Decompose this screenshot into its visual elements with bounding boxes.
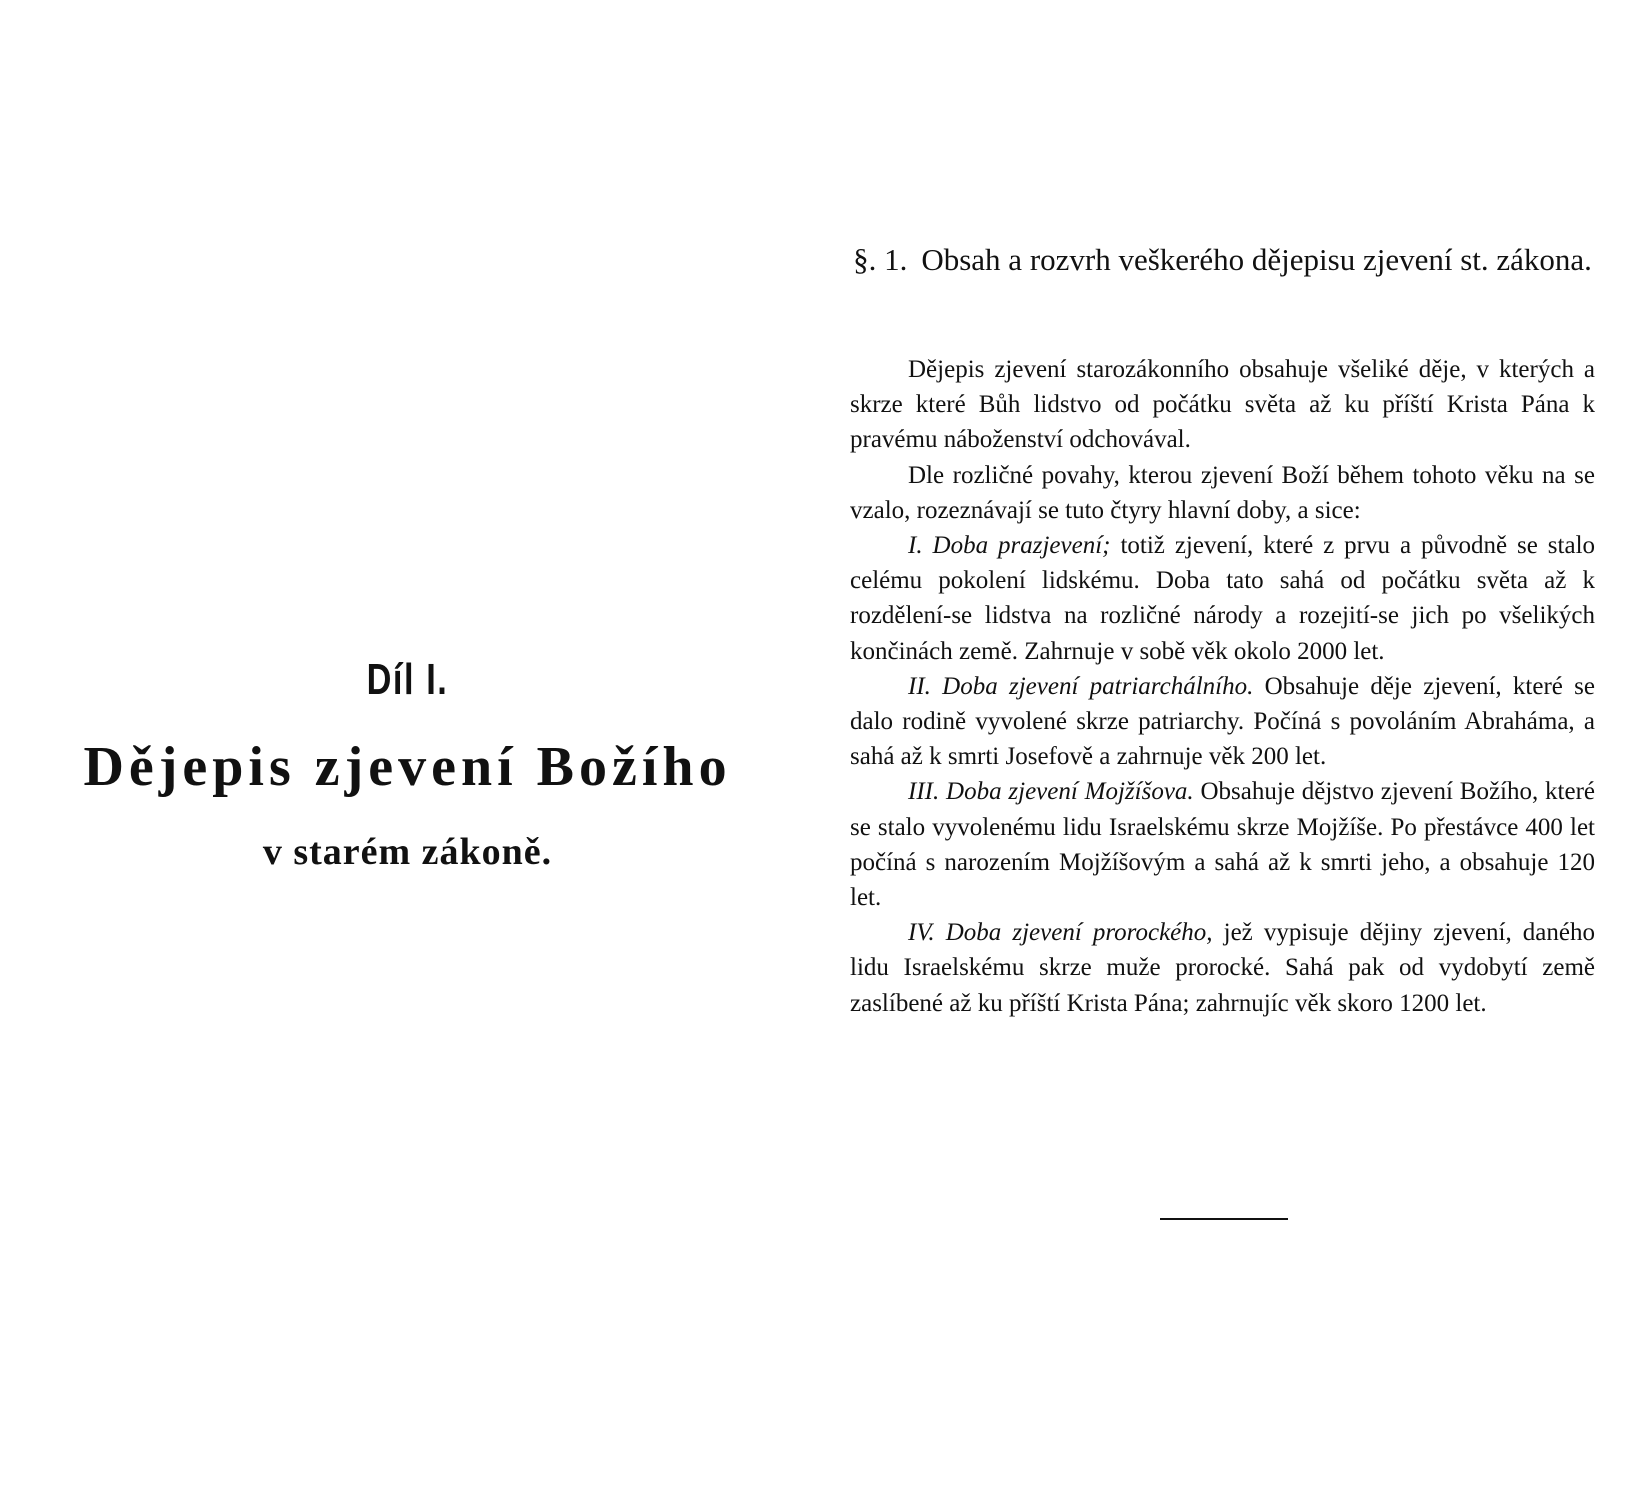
period-heading: I. Doba prazjevení;: [908, 532, 1111, 560]
section-title: Obsah a rozvrh veškerého dějepisu zjevení st. zákona.: [921, 242, 1592, 277]
section-end-rule: [1160, 1218, 1288, 1220]
period-paragraph-3: [850, 774, 1595, 915]
period-paragraph-4: [850, 915, 1595, 1021]
period-heading: III. Doba zjevení Mojžíšova.: [908, 778, 1194, 806]
period-heading: IV. Doba zjevení prorockého,: [908, 919, 1213, 947]
period-text: Obsahuje děje zjevení, které se dalo rodině vyvolené skrze patriarchy. Počíná s povoláním Abraháma, a sahá až k smrti Josefově a zahrnuje věk 200 let.: [850, 672, 1595, 771]
period-text: Obsahuje dějstvo zjevení Božího, které se stalo vyvolenému lidu Israelskému skrze Mojžíše. Po přestávce 400 let počíná s narozením Mojžíšovým a sahá až k smrti jeho, a obsahuje 120 let.: [850, 778, 1596, 912]
period-paragraph-2: [850, 669, 1595, 775]
section-number: §. 1.: [853, 242, 908, 277]
paragraph-intro: Dějepis zjevení starozákonního obsahuje všeliké děje, v kterých a skrze které Bůh lidstvo od počátku světa až ku příští Krista Pána k pravému náboženství odchovával.: [850, 356, 1595, 454]
right-page: [850, 0, 1595, 1500]
paragraph-periods-intro: Dle rozličné povahy, kterou zjevení Boží během tohoto věku na se vzalo, rozeznávají se tuto čtyry hlavní doby, a sice:: [850, 461, 1595, 524]
period-heading: II. Doba zjevení patriarchálního.: [908, 672, 1254, 700]
period-text: totiž zjevení, které z prvu a původně se stalo celému pokolení lidskému. Doba tato sahá od počátku světa až k rozdělení-se lidstva na rozličné národy a rozejití-se jich po všelikých končinách země. Zahrnuje v sobě věk okolo 2000 let.: [850, 532, 1596, 665]
body-text: [850, 352, 1595, 1021]
period-paragraph-1: [850, 528, 1595, 669]
section-heading: [850, 235, 1595, 285]
part-subtitle: v starém zákoně.: [262, 831, 553, 873]
part-label: Díl I.: [366, 655, 449, 704]
period-text: jež vypisuje dějiny zjevení, daného lidu Israelskému skrze muže prorocké. Sahá pak od vydobytí země zaslíbené až ku příští Krista Pána; zahrnujíc věk skoro 1200 let.: [850, 919, 1596, 1017]
part-title: Dějepis zjevení Božího: [83, 736, 732, 798]
